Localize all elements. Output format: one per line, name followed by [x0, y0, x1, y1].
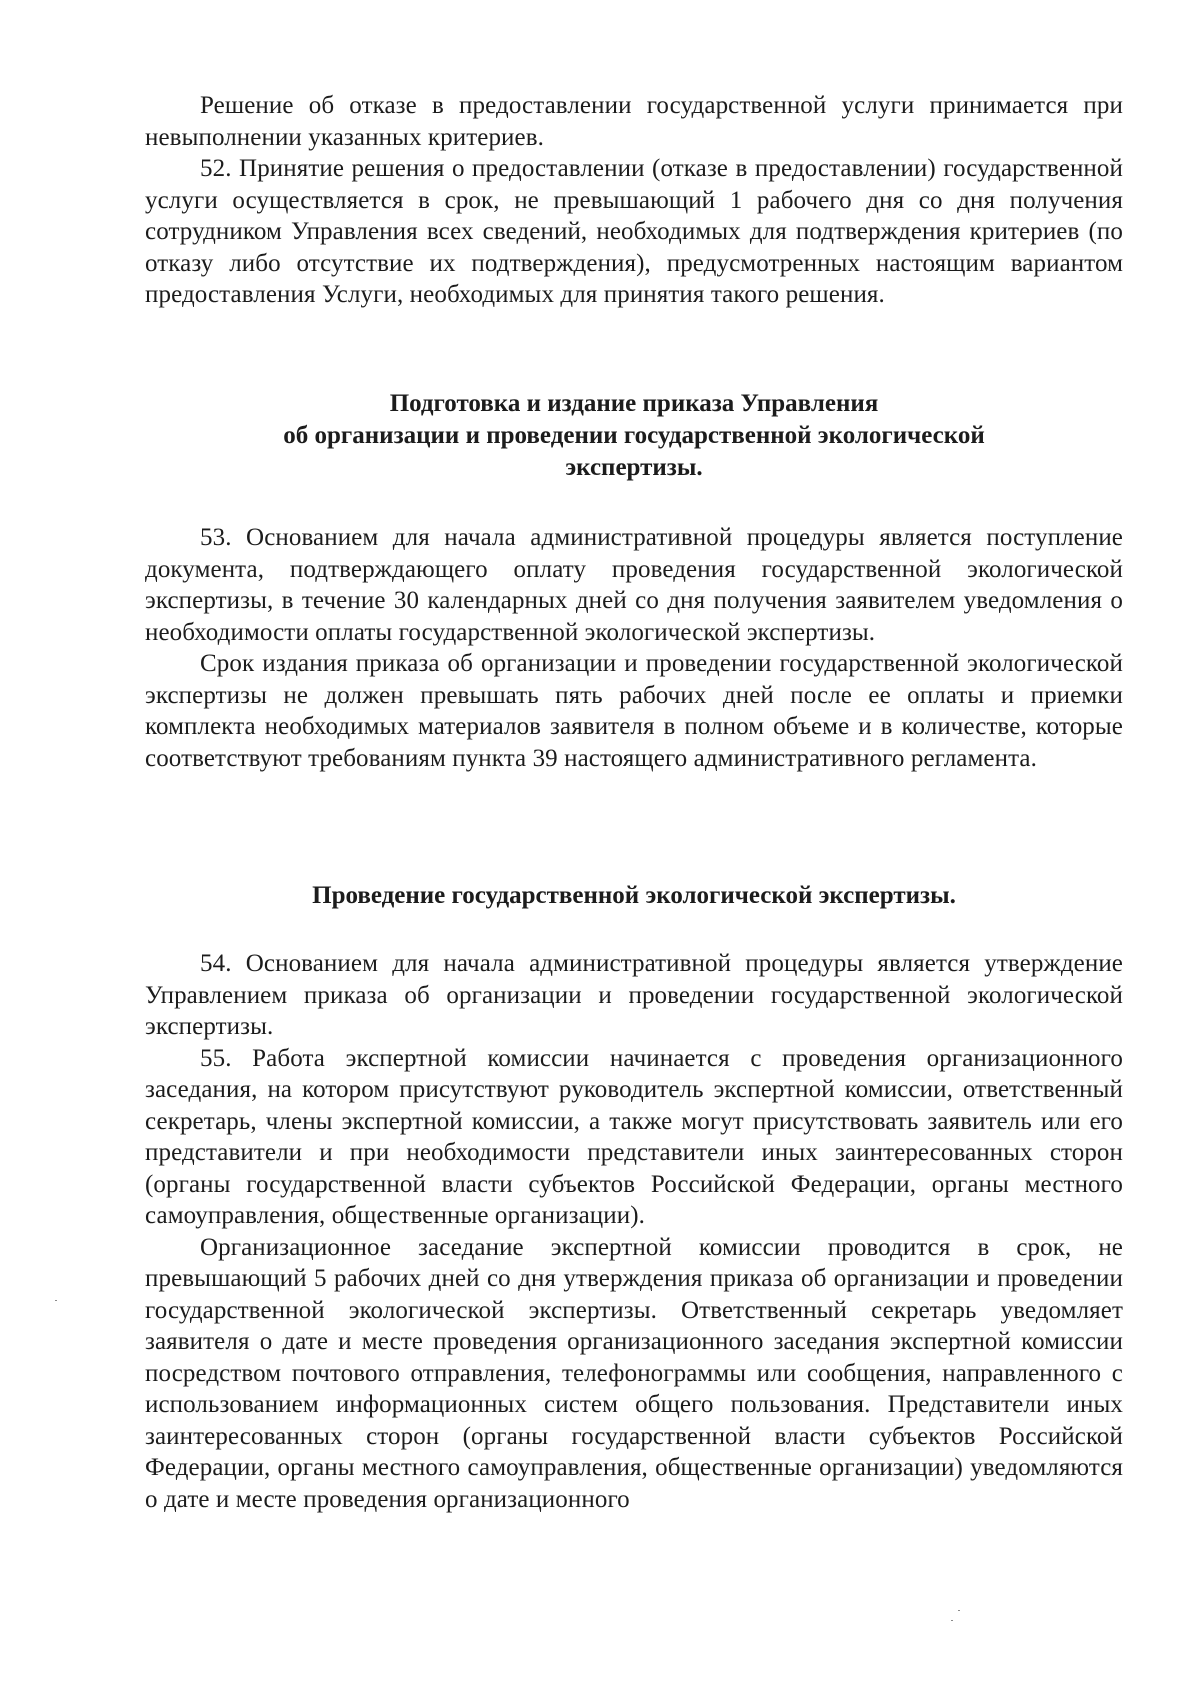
- heading-line: Проведение государственной экологической экспертизы.: [312, 882, 956, 909]
- heading-line: Подготовка и издание приказа Управления: [389, 390, 879, 417]
- paragraph-order-deadline: Срок издания приказа об организации и проведении государственной экологической экспертизы не должен превышать пять рабочих дней после ее оплаты и приемки комплекта необходимых материалов заявителя в полном объеме и в количестве, которые соответствуют требованиям пункта 39 настоящего административного регламента.: [145, 650, 1123, 772]
- heading-line: об организации и проведении государственной экологической: [283, 422, 985, 449]
- scan-speck: [951, 1620, 953, 1621]
- intro-section: [145, 90, 1123, 311]
- paragraph-52: 52. Принятие решения о предоставлении (отказе в предоставлении) государственной услуги осуществляется в срок, не превышающий 1 рабочего дня со дня получения сотрудником Управления всех сведений, необходимых для подтверждения критериев (по отказу либо отсутствие их подтверждения), предусмотренных настоящим вариантом предоставления Услуги, необходимых для принятия такого решения.: [145, 155, 1123, 308]
- order-section: [145, 522, 1123, 774]
- paragraph-55: 55. Работа экспертной комиссии начинается с проведения организационного заседания, на котором присутствуют руководитель экспертной комиссии, ответственный секретарь, члены экспертной комиссии, а также могут присутствовать заявитель или его представители и при необходимости представители иных заинтересованных сторон (органы государственной власти субъектов Российской Федерации, органы местного самоуправления, общественные организации).: [145, 1044, 1123, 1229]
- scan-speck: [958, 1610, 960, 1611]
- heading-expertise-conduct: [145, 880, 1123, 912]
- scan-speck: [55, 1300, 57, 1301]
- paragraph-organizational-meeting: Организационное заседание экспертной комиссии проводится в срок, не превышающий 5 рабочих дней со дня утверждения приказа об организации и проведении государственной экологической экспертизы. Ответственный секретарь уведомляет заявителя о дате и месте проведения организационного заседания экспертной комиссии посредством почтового отправления, телефонограммы или сообщения, направленного с использованием информационных систем общего пользования. Представители иных заинтересованных сторон (органы государственной власти субъектов Российской Федерации, органы местного самоуправления, общественные организации) уведомляются о дате и месте проведения организационного: [145, 1233, 1123, 1513]
- heading-line: экспертизы.: [565, 454, 703, 481]
- expertise-section: [145, 948, 1123, 1515]
- paragraph-54: 54. Основанием для начала административной процедуры является утверждение Управлением приказа об организации и проведении государственной экологической экспертизы.: [145, 950, 1123, 1040]
- paragraph-53: 53. Основанием для начала административной процедуры является поступление документа, подтверждающего оплату проведения государственной экологической экспертизы, в течение 30 календарных дней со дня получения заявителем уведомления о необходимости оплаты государственной экологической экспертизы.: [145, 524, 1123, 646]
- paragraph-refusal-decision: Решение об отказе в предоставлении государственной услуги принимается при невыполнении указанных критериев.: [145, 92, 1123, 151]
- heading-order-preparation: [145, 388, 1123, 484]
